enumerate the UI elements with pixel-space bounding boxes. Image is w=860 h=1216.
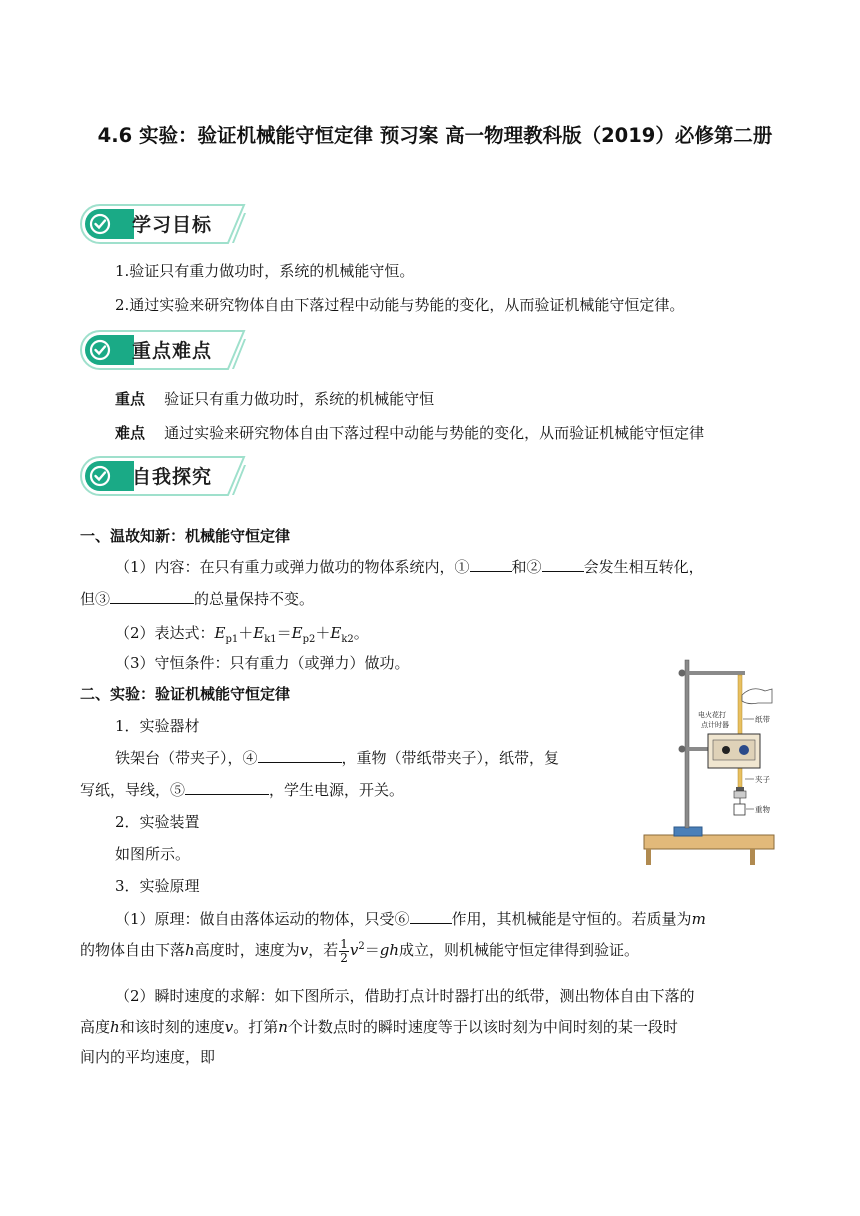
fraction-half: $\frac{1}{2}$ (340, 936, 348, 965)
clip (736, 787, 744, 791)
key-point-row (115, 388, 434, 410)
clamp-knob (679, 670, 686, 677)
clamp-knob (679, 746, 686, 753)
principle-heading: 3．实验原理 (115, 877, 200, 895)
equipment-line1: 铁架台（带夹子），④ ，重物（带纸带夹子），纸带，复 (115, 749, 560, 767)
label-tape: 纸带 (755, 715, 770, 724)
apparatus-figure (640, 655, 780, 870)
page-title: 4.6 实验：验证机械能守恒定律 预习案 高一物理教科版（2019）必修第二册 (97, 124, 773, 147)
part1-content-line2: 但③ 的总量保持不变。 (80, 590, 315, 608)
goal-item-2: 2.通过实验来研究物体自由下落过程中动能与势能的变化，从而验证机械能守恒定律。 (115, 296, 685, 314)
apparatus-text: 如图所示。 (115, 845, 191, 863)
part1-heading: 一、温故知新：机械能守恒定律 (80, 527, 291, 545)
section-heading: 重点难点 (132, 340, 213, 362)
difficulty-label: 难点 (115, 424, 146, 442)
goal-item-1: 1.验证只有重力做功时，系统的机械能守恒。 (115, 262, 415, 280)
stand-base (674, 827, 702, 836)
velocity-line2: 高度h和该时刻的速度v。打第n个计数点时的瞬时速度等于以该时刻为中间时刻的某一段时 (80, 1018, 678, 1036)
label-weight: 重物 (755, 805, 770, 814)
part1-expression: （2）表达式：$E_{p1}+E_{k1}=E_{p2}+E_{k2}$。 (115, 624, 369, 645)
label-clip: 夹子 (755, 775, 770, 784)
difficulty-text: 通过实验来研究物体自由下落过程中动能与势能的变化，从而验证机械能守恒定律 (164, 424, 705, 442)
principle-line2: 的物体自由下落h高度时，速度为v，若 $\frac{1}{2}$ $v^2=gh$成立，则机械能守恒定律得到验证。 (80, 936, 639, 965)
section-heading: 自我探究 (132, 466, 213, 488)
table-leg (750, 849, 755, 865)
difficulty-row (115, 422, 704, 444)
table-leg (646, 849, 651, 865)
label-timer-2: 点计时器 (701, 721, 729, 729)
section-heading: 学习目标 (132, 214, 213, 236)
equipment-line2: 写纸，导线，⑤ ，学生电源，开关。 (80, 781, 405, 799)
section-banner-goals (78, 201, 246, 247)
equipment-heading: 1．实验器材 (115, 717, 200, 735)
weight (734, 804, 745, 815)
velocity-line1: （2）瞬时速度的求解：如下图所示，借助打点计时器打出的纸带，测出物体自由下落的 (115, 987, 695, 1005)
part1-condition: （3）守恒条件：只有重力（或弹力）做功。 (115, 654, 410, 672)
table-top (644, 835, 774, 849)
hand (742, 689, 772, 704)
paper-tape (738, 675, 742, 787)
section-banner-explore (78, 453, 246, 499)
lower-arm (687, 747, 709, 751)
principle-line1: （1）原理：做自由落体运动的物体，只受⑥ 作用，其机械能是守恒的。若质量为m (115, 910, 706, 928)
stand-pole (685, 660, 689, 828)
apparatus-heading: 2．实验装置 (115, 813, 200, 831)
top-arm (687, 671, 745, 675)
key-label: 重点 (115, 390, 146, 408)
part2-heading: 二、实验：验证机械能守恒定律 (80, 685, 291, 703)
key-text: 验证只有重力做功时，系统的机械能守恒 (164, 390, 435, 408)
label-timer-1: 电火花打 (698, 711, 726, 719)
section-banner-keypoints (78, 327, 246, 373)
velocity-line3: 间内的平均速度，即 (80, 1048, 216, 1066)
part1-content-line1: （1）内容：在只有重力或弹力做功的物体系统内，① 和② 会发生相互转化， (115, 558, 704, 576)
